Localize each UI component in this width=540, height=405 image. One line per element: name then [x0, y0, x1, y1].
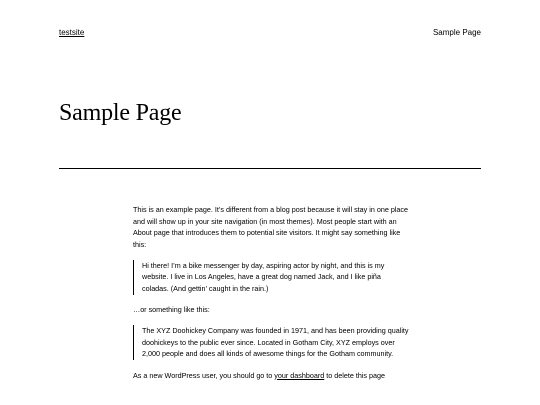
blockquote-company [133, 325, 409, 360]
dashboard-link[interactable]: your dashboard [274, 370, 325, 380]
dashboard-text-before: As a new WordPress user, you should go to [133, 370, 275, 380]
intro-paragraph: This is an example page. It’s different from a blog post because it will stay in one place and will show up in your site navigation (in most themes). Most people start with an About page that introduces them to potential site visitors. It might say something like this: [133, 205, 409, 249]
page-content [133, 204, 409, 391]
blockquote-bike-messenger [133, 260, 409, 295]
page-title: Sample Page [59, 100, 182, 126]
dashboard-paragraph [133, 370, 409, 382]
site-title-link[interactable]: testsite [59, 28, 85, 37]
or-paragraph: …or something like this: [133, 305, 210, 315]
quote-text: The XYZ Doohickey Company was founded in 1971, and has been providing quality doohickeys to the public ever since. Located in Gotham City, XYZ employs over 2,000 people and does all kinds of awesome things for the Gotham community. [142, 326, 409, 359]
title-separator [59, 168, 481, 169]
dashboard-text-after: to delete this page [324, 370, 385, 380]
quote-text: Hi there! I’m a bike messenger by day, aspiring actor by night, and this is my website. I live in Los Angeles, have a great dog named Jack, and I like piña coladas. (And gettin’ caught in the rain.) [142, 260, 385, 294]
nav-item-sample-page[interactable]: Sample Page [432, 28, 481, 37]
